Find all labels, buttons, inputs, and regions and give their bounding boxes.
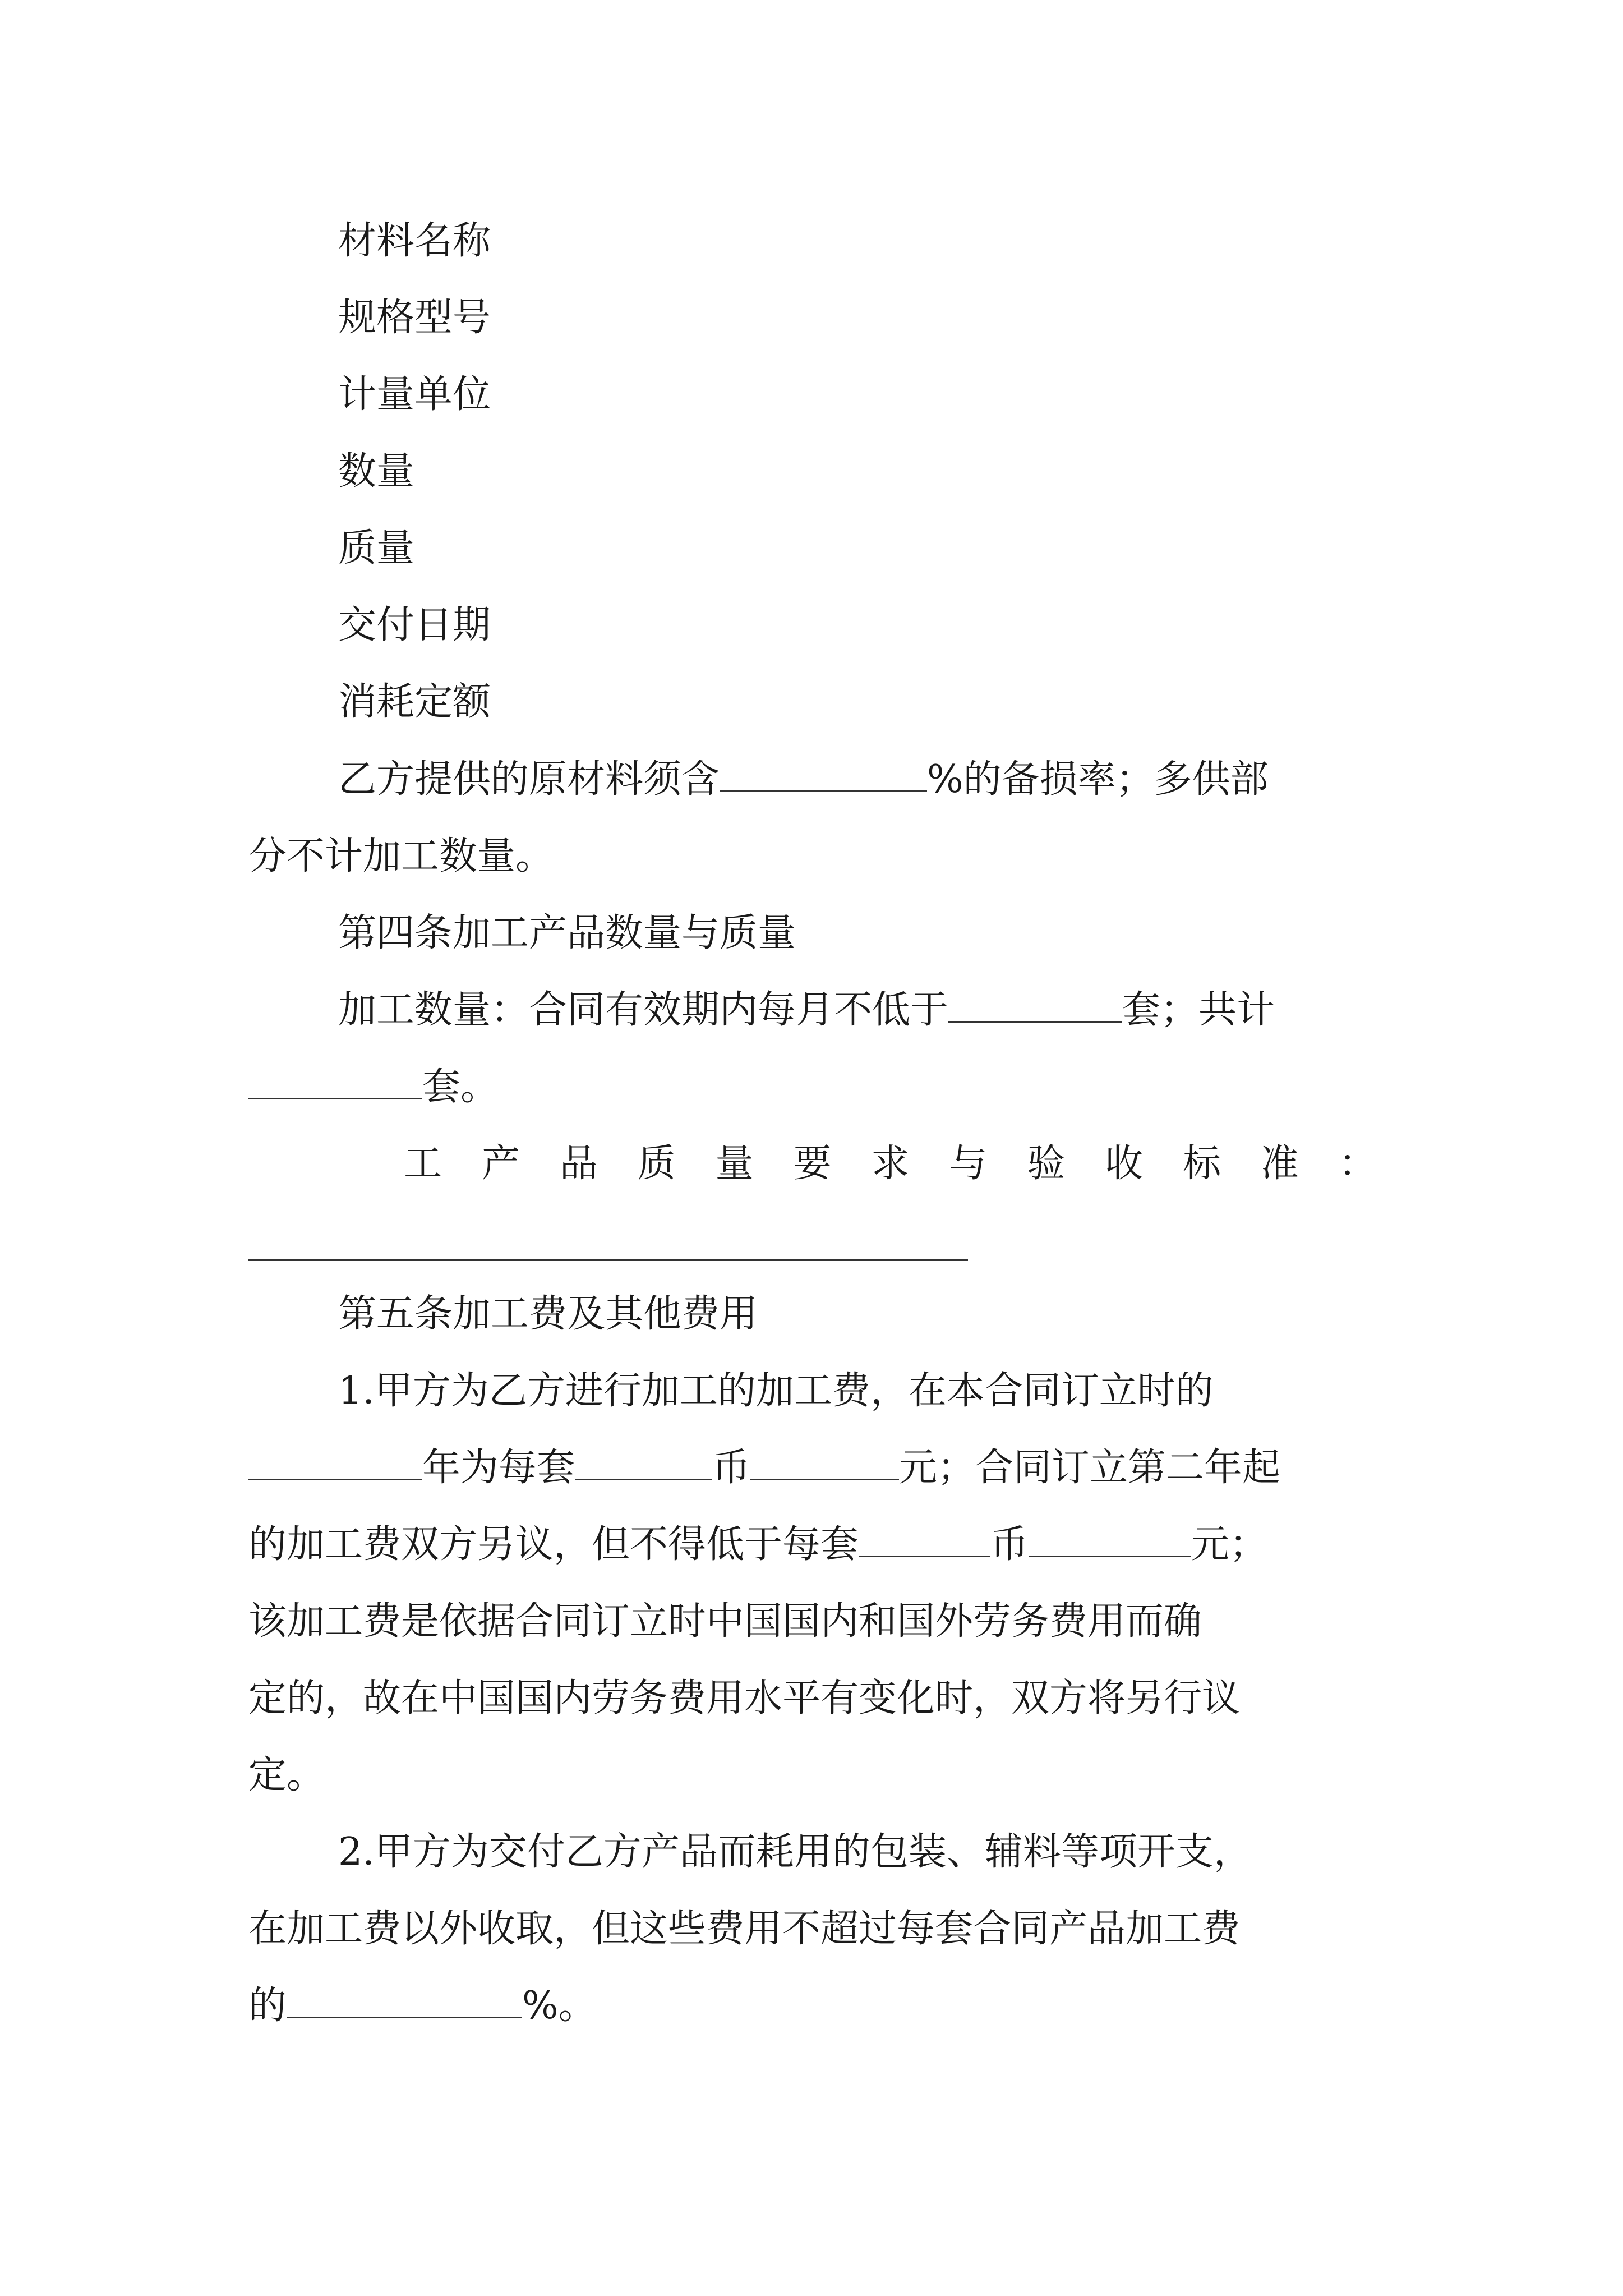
text-segment: 的 xyxy=(248,1984,287,2028)
text-segment: 币 xyxy=(990,1522,1029,1567)
char: 收 xyxy=(1105,1142,1144,1186)
fill-blank xyxy=(248,1443,422,1480)
paragraph-fee-line3 xyxy=(248,1517,1267,1573)
char: 要 xyxy=(793,1142,832,1186)
quality-standard-blank-line xyxy=(248,1259,968,1261)
paragraph-packaging-line3 xyxy=(248,1978,597,2034)
char: 产 xyxy=(481,1142,520,1186)
fill-blank xyxy=(948,985,1122,1023)
paragraph-quantity-line1 xyxy=(338,982,1275,1038)
fill-blank xyxy=(1029,1520,1191,1557)
char: 工 xyxy=(404,1142,442,1186)
char: 求 xyxy=(871,1142,910,1186)
text-segment: 套。 xyxy=(422,1065,499,1109)
text-segment: %。 xyxy=(522,1984,597,2028)
quality-requirement-line xyxy=(404,1136,1377,1192)
paragraph-fee-line5: 定的，故在中国国内劳务费用水平有变化时，双方将另行议 xyxy=(248,1676,1241,1720)
char: 准 xyxy=(1260,1142,1299,1186)
char: 质 xyxy=(637,1142,676,1186)
fill-blank xyxy=(859,1520,990,1557)
list-item-spec-model: 规格型号 xyxy=(338,296,491,340)
paragraph-loss-rate-line2: 分不计加工数量。 xyxy=(248,834,554,878)
list-item-delivery-date: 交付日期 xyxy=(338,603,491,647)
article-4-heading: 第四条加工产品数量与质量 xyxy=(338,911,796,955)
char: 验 xyxy=(1027,1142,1066,1186)
text-segment: 年为每套 xyxy=(422,1446,575,1490)
paragraph-quantity-line2 xyxy=(248,1059,499,1115)
text-segment: 乙方提供的原材料须含 xyxy=(338,757,720,802)
fill-blank xyxy=(248,1062,422,1099)
list-item-consumption-quota: 消耗定额 xyxy=(338,680,491,724)
text-segment: 币 xyxy=(712,1446,751,1490)
text-segment: 元；合同订立第二年起 xyxy=(899,1446,1281,1490)
char: 量 xyxy=(715,1142,754,1186)
paragraph-loss-rate-line1 xyxy=(338,752,1269,808)
paragraph-fee-line1: 1.甲方为乙方进行加工的加工费，在本合同订立时的 xyxy=(338,1369,1214,1413)
list-item-quality: 质量 xyxy=(338,526,415,570)
char: ： xyxy=(1338,1142,1377,1186)
text-segment: %的备损率；多供部 xyxy=(927,757,1269,802)
paragraph-fee-line6: 定。 xyxy=(248,1753,325,1797)
text-segment: 的加工费双方另议，但不得低于每套 xyxy=(248,1522,859,1567)
char: 标 xyxy=(1183,1142,1221,1186)
paragraph-packaging-line2: 在加工费以外收取，但这些费用不超过每套合同产品加工费 xyxy=(248,1907,1241,1951)
fill-blank xyxy=(575,1443,712,1480)
list-item-material-name: 材料名称 xyxy=(338,219,491,263)
fill-blank xyxy=(720,754,927,792)
text-segment: 套；共计 xyxy=(1122,988,1275,1032)
fill-blank xyxy=(287,1981,522,2018)
article-5-heading: 第五条加工费及其他费用 xyxy=(338,1292,758,1336)
text-segment: 加工数量：合同有效期内每月不低于 xyxy=(338,988,949,1032)
paragraph-fee-line4: 该加工费是依据合同订立时中国国内和国外劳务费用而确 xyxy=(248,1599,1202,1644)
text-segment: 元； xyxy=(1191,1522,1268,1567)
fill-blank xyxy=(750,1443,899,1480)
paragraph-fee-line2 xyxy=(248,1440,1280,1496)
list-item-unit: 计量单位 xyxy=(338,372,491,417)
char: 与 xyxy=(949,1142,988,1186)
paragraph-packaging-line1: 2.甲方为交付乙方产品而耗用的包装、辅料等项开支， xyxy=(338,1830,1252,1874)
list-item-quantity: 数量 xyxy=(338,449,415,494)
char: 品 xyxy=(559,1142,598,1186)
